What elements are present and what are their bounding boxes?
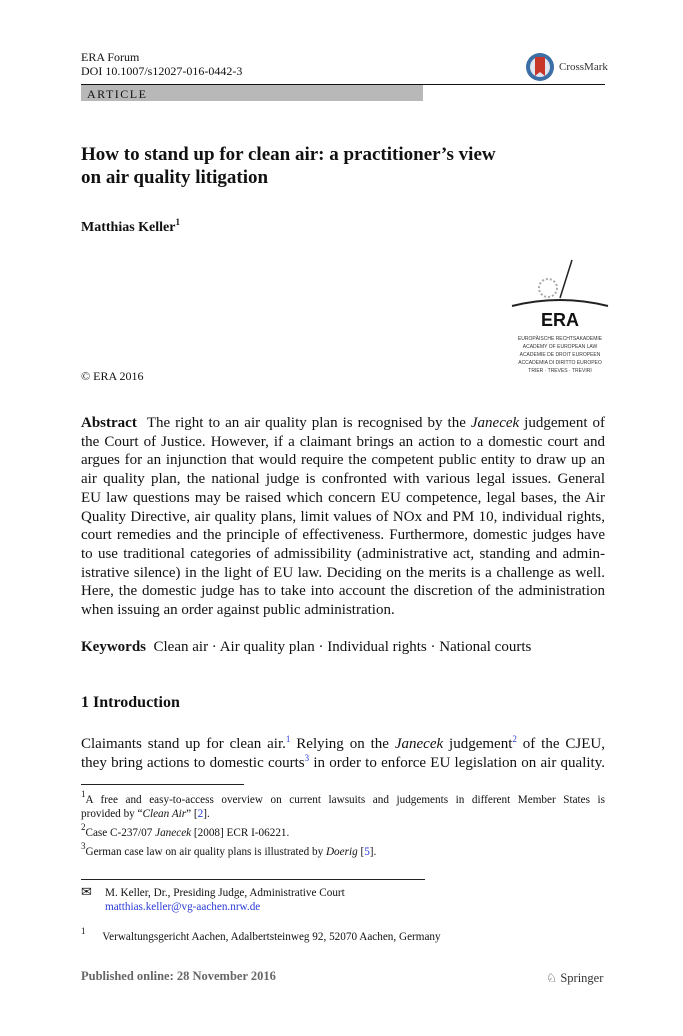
paper-title <box>81 143 496 189</box>
publisher-name: Springer <box>560 971 604 985</box>
correspondence-name: M. Keller, Dr., Presiding Judge, Administrative Court <box>105 887 345 899</box>
text-segment: 2 <box>81 822 86 832</box>
affiliation-number: 1 <box>81 926 86 936</box>
text-segment: [ <box>357 846 365 858</box>
abstract-line: the Court of Justice. However, if a claimant brings an action to a domestic court and <box>81 433 605 450</box>
title-line: on air quality litigation <box>81 167 269 188</box>
author <box>81 217 180 236</box>
affiliation-text: Verwaltungsgericht Aachen, Adalbertsteinweg 92, 52070 Aachen, Germany <box>102 931 441 943</box>
abstract-line: Here, the domestic judge has to take into account the discretion of the administration <box>81 583 605 600</box>
logo-line: EUROPÄISCHE RECHTSAKADEMIE <box>517 336 603 342</box>
article-type-bar <box>81 85 423 101</box>
logo-line: TRIER · TREVES · TREVIRI <box>528 368 592 374</box>
doi[interactable]: DOI 10.1007/s12027-016-0442-3 <box>81 64 243 78</box>
abstract-line: when issuing an order against public administration. <box>81 602 395 619</box>
text-line <box>81 735 605 754</box>
logo-line: ACADEMY OF EUROPEAN LAW <box>522 344 598 350</box>
footnote-rule <box>81 784 244 785</box>
correspondence <box>81 886 345 914</box>
footnote-link[interactable]: 3 <box>304 752 310 763</box>
affiliation-mark: 1 <box>175 217 180 227</box>
envelope-icon: ✉ <box>81 884 92 899</box>
text-segment: Case C-237/07 <box>85 827 156 839</box>
text-segment: 1 <box>81 789 86 799</box>
reference-link[interactable]: 5 <box>364 846 370 858</box>
correspondence-rule <box>81 879 425 880</box>
text-segment: Relying on the <box>290 736 395 752</box>
author-name: Matthias Keller <box>81 220 176 235</box>
text-segment: Claimants stand up for clean air. <box>81 736 286 752</box>
text-line <box>81 807 605 821</box>
abstract-line: air quality plan, the national judge is confronted with various legal issues. General <box>81 471 605 488</box>
text-line <box>510 335 610 375</box>
abstract <box>81 414 605 620</box>
text-segment: [2008] ECR I-06221. <box>191 827 290 839</box>
logo-line: ACADEMIE DE DROIT EUROPEEN <box>519 352 601 358</box>
title-line: How to stand up for clean air: a practitioner’s view <box>81 144 496 165</box>
text-line <box>81 754 605 773</box>
text-segment: ” [ <box>186 808 198 820</box>
text-line <box>539 279 557 297</box>
logo-line: ACCADEMIA DI DIRITTO EUROPEO <box>518 360 602 366</box>
abstract-label: Abstract <box>81 415 137 431</box>
abstract-line: EU law questions may be raised which concern EU competence, legal bases, the Air <box>81 489 605 506</box>
text-segment: Doerig <box>325 846 358 858</box>
springer-horse-icon: ♘ <box>546 971 558 985</box>
intro-paragraph <box>81 735 605 772</box>
abstract-line: Quality Directive, air quality plans, limit values of NOx and PM 10, individual rights, <box>81 508 605 525</box>
text-segment: Janecek <box>155 827 192 839</box>
crossmark-icon <box>525 52 555 82</box>
era-logo-text: ERA <box>540 310 579 330</box>
text-segment: German case law on air quality plans is illustrated by <box>85 846 326 858</box>
text-segment: Clean Air <box>142 808 187 820</box>
section-heading: 1 Introduction <box>81 694 180 711</box>
text-segment: in order to enforce EU legislation on air quality. <box>309 754 605 771</box>
reference-link[interactable]: 2 <box>197 808 204 820</box>
text-segment: provided by “ <box>81 808 143 820</box>
article-type: ARTICLE <box>87 87 148 101</box>
abstract-text: The right to an air quality plan is recognised by the <box>146 415 471 431</box>
springer-logo <box>546 970 603 986</box>
text-segment: they bring actions to domestic courts <box>81 754 305 771</box>
text-line <box>512 300 608 306</box>
era-logo-graphic <box>510 258 610 308</box>
email-link[interactable]: matthias.keller@vg-aachen.nrw.de <box>105 901 261 913</box>
text-segment: ]. <box>369 846 377 858</box>
text-segment: 3 <box>81 841 86 851</box>
text-segment: Janecek <box>394 736 444 752</box>
abstract-line: argues for an injunction that would require the competent public entity to draw up an <box>81 452 605 469</box>
keywords <box>81 638 531 657</box>
text-line <box>81 414 605 433</box>
keywords-text: Clean air · Air quality plan · Individual rights · National courts <box>153 639 532 655</box>
footnotes <box>81 789 605 859</box>
abstract-text: Janecek <box>470 415 520 431</box>
journal-name: ERA Forum <box>81 50 140 64</box>
keywords-label: Keywords <box>81 639 146 655</box>
abstract-text: judgement of <box>519 415 605 431</box>
text-segment: ]. <box>203 808 210 820</box>
footnote <box>81 841 605 859</box>
footnote <box>81 789 605 807</box>
crossmark-button[interactable] <box>525 52 608 82</box>
text-line <box>560 260 572 298</box>
text-segment: judgement <box>443 736 513 752</box>
footnote <box>81 822 605 840</box>
affiliation <box>81 926 441 944</box>
published-date: Published online: 28 November 2016 <box>81 969 276 983</box>
abstract-line: istrative silence) in the light of EU law. Deciding on the merits is a challenge as well. <box>81 564 605 581</box>
footnote-link[interactable]: 1 <box>285 734 291 744</box>
crossmark-label: CrossMark <box>559 61 608 73</box>
copyright: © ERA 2016 <box>81 369 144 383</box>
era-logo <box>510 258 610 375</box>
text-segment: of the CJEU, <box>516 736 605 752</box>
footnote-link[interactable]: 2 <box>512 734 517 744</box>
abstract-line: to use traditional categories of admissibility (administrative act, standing and admin- <box>81 545 605 562</box>
abstract-line: court remedies and the principle of effectiveness. Furthermore, domestic judges have <box>81 527 605 544</box>
text-segment: A free and easy-to-access overview on current lawsuits and judgements in different Member States is <box>85 794 605 806</box>
